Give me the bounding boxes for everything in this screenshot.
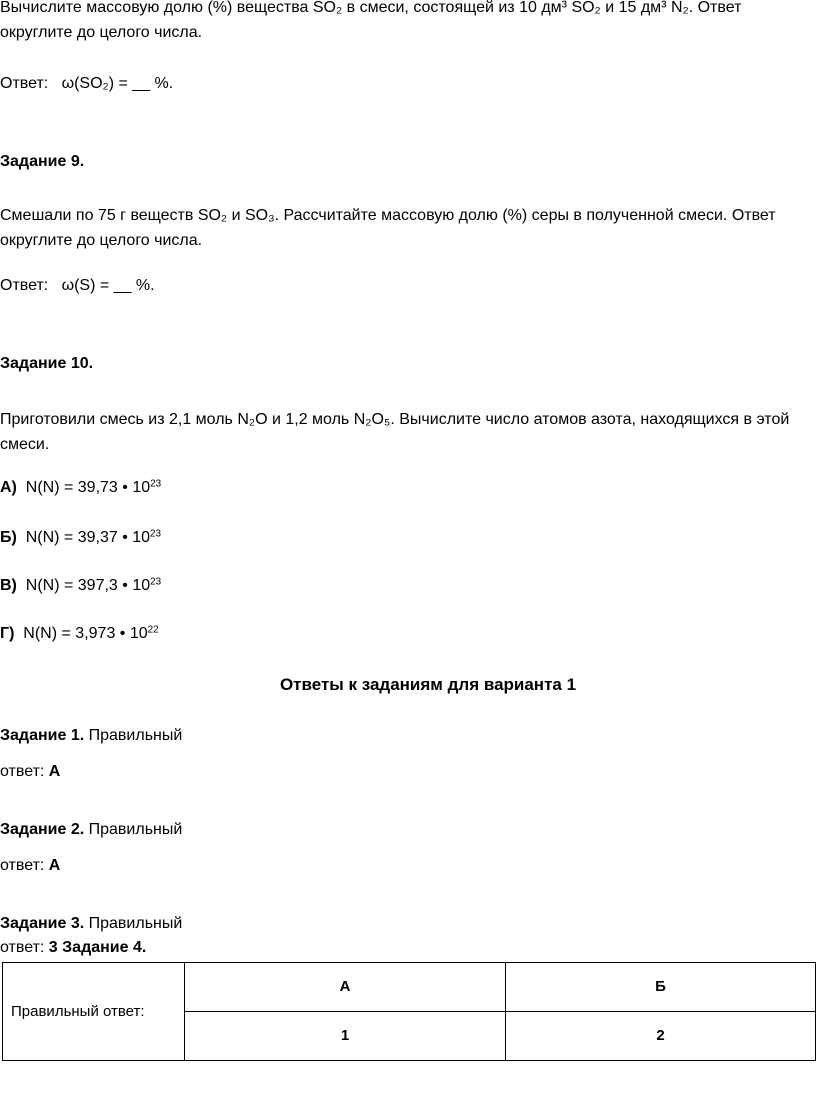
answer4-table [2, 962, 816, 1061]
answer2-line2 [0, 854, 816, 879]
answers-heading: Ответы к заданиям для варианта 1 [279, 675, 577, 694]
task10-option-g [0, 622, 816, 647]
option-letter: А) [0, 479, 17, 496]
answer1-label: ответ: [0, 763, 45, 780]
answer3-value: 3 [48, 939, 58, 956]
task10-title: Задание 10. [0, 355, 94, 372]
answer1-title: Задание 1. [0, 727, 85, 744]
task10-option-a [0, 476, 816, 501]
option-exponent: 23 [150, 576, 162, 588]
task8-text: Вычислите массовую долю (%) вещества SO₂ в смеси, состоящей из 10 дм³ SO₂ и 15 дм³ N₂. Ответ округлите до целого числа. [0, 0, 742, 41]
table-row [3, 963, 816, 1012]
option-expr: N(N) = 3,973 • 10 [23, 625, 148, 642]
task9-answer-expr: ω(S) = __ %. [61, 277, 155, 294]
task9-title: Задание 9. [0, 153, 85, 170]
task8-answer-expr: ω(SO₂) = __ %. [61, 75, 174, 92]
answer4-head-a: А [185, 963, 506, 1012]
answer1-value: А [48, 763, 61, 780]
answer3-word: Правильный [88, 915, 183, 932]
option-letter: Б) [0, 529, 17, 546]
task8-answer [0, 72, 816, 97]
answer4-head-b: Б [506, 963, 816, 1012]
task10-option-b [0, 526, 816, 551]
option-expr: N(N) = 39,37 • 10 [25, 529, 151, 546]
option-expr: N(N) = 39,73 • 10 [25, 479, 151, 496]
option-letter: В) [0, 577, 17, 594]
task8-answer-label: Ответ: [0, 75, 49, 92]
task9-text: Смешали по 75 г веществ SO₂ и SO₃. Рассчитайте массовую долю (%) серы в полученной смеси. Ответ округлите до целого числа. [0, 207, 776, 249]
answer3-line1 [0, 912, 816, 937]
answer4-label-cell: Правильный ответ: [3, 963, 185, 1061]
answer4-title: Задание 4. [62, 939, 147, 956]
answer2-value: А [48, 857, 61, 874]
answer3-title: Задание 3. [0, 915, 85, 932]
answer1-line2 [0, 760, 816, 785]
answer4-value-a: 1 [185, 1012, 506, 1061]
answer4-value-b: 2 [506, 1012, 816, 1061]
option-letter: Г) [0, 625, 15, 642]
answer2-label: ответ: [0, 857, 45, 874]
answer1-word: Правильный [88, 727, 183, 744]
answer2-line1 [0, 818, 816, 843]
task10-option-v [0, 574, 816, 599]
option-exponent: 23 [150, 528, 162, 540]
option-exponent: 23 [150, 478, 162, 490]
answer2-word: Правильный [88, 821, 183, 838]
answer2-title: Задание 2. [0, 821, 85, 838]
task10-text: Приготовили смесь из 2,1 моль N₂O и 1,2 моль N₂O₅. Вычислите число атомов азота, находящихся в этой смеси. [0, 411, 790, 453]
task9-answer-label: Ответ: [0, 277, 49, 294]
option-exponent: 22 [147, 624, 159, 636]
answer3-label: ответ: [0, 939, 45, 956]
answer3-line2 [0, 936, 816, 961]
answer1-line1 [0, 724, 816, 749]
option-expr: N(N) = 397,3 • 10 [25, 577, 151, 594]
task9-answer [0, 274, 816, 299]
